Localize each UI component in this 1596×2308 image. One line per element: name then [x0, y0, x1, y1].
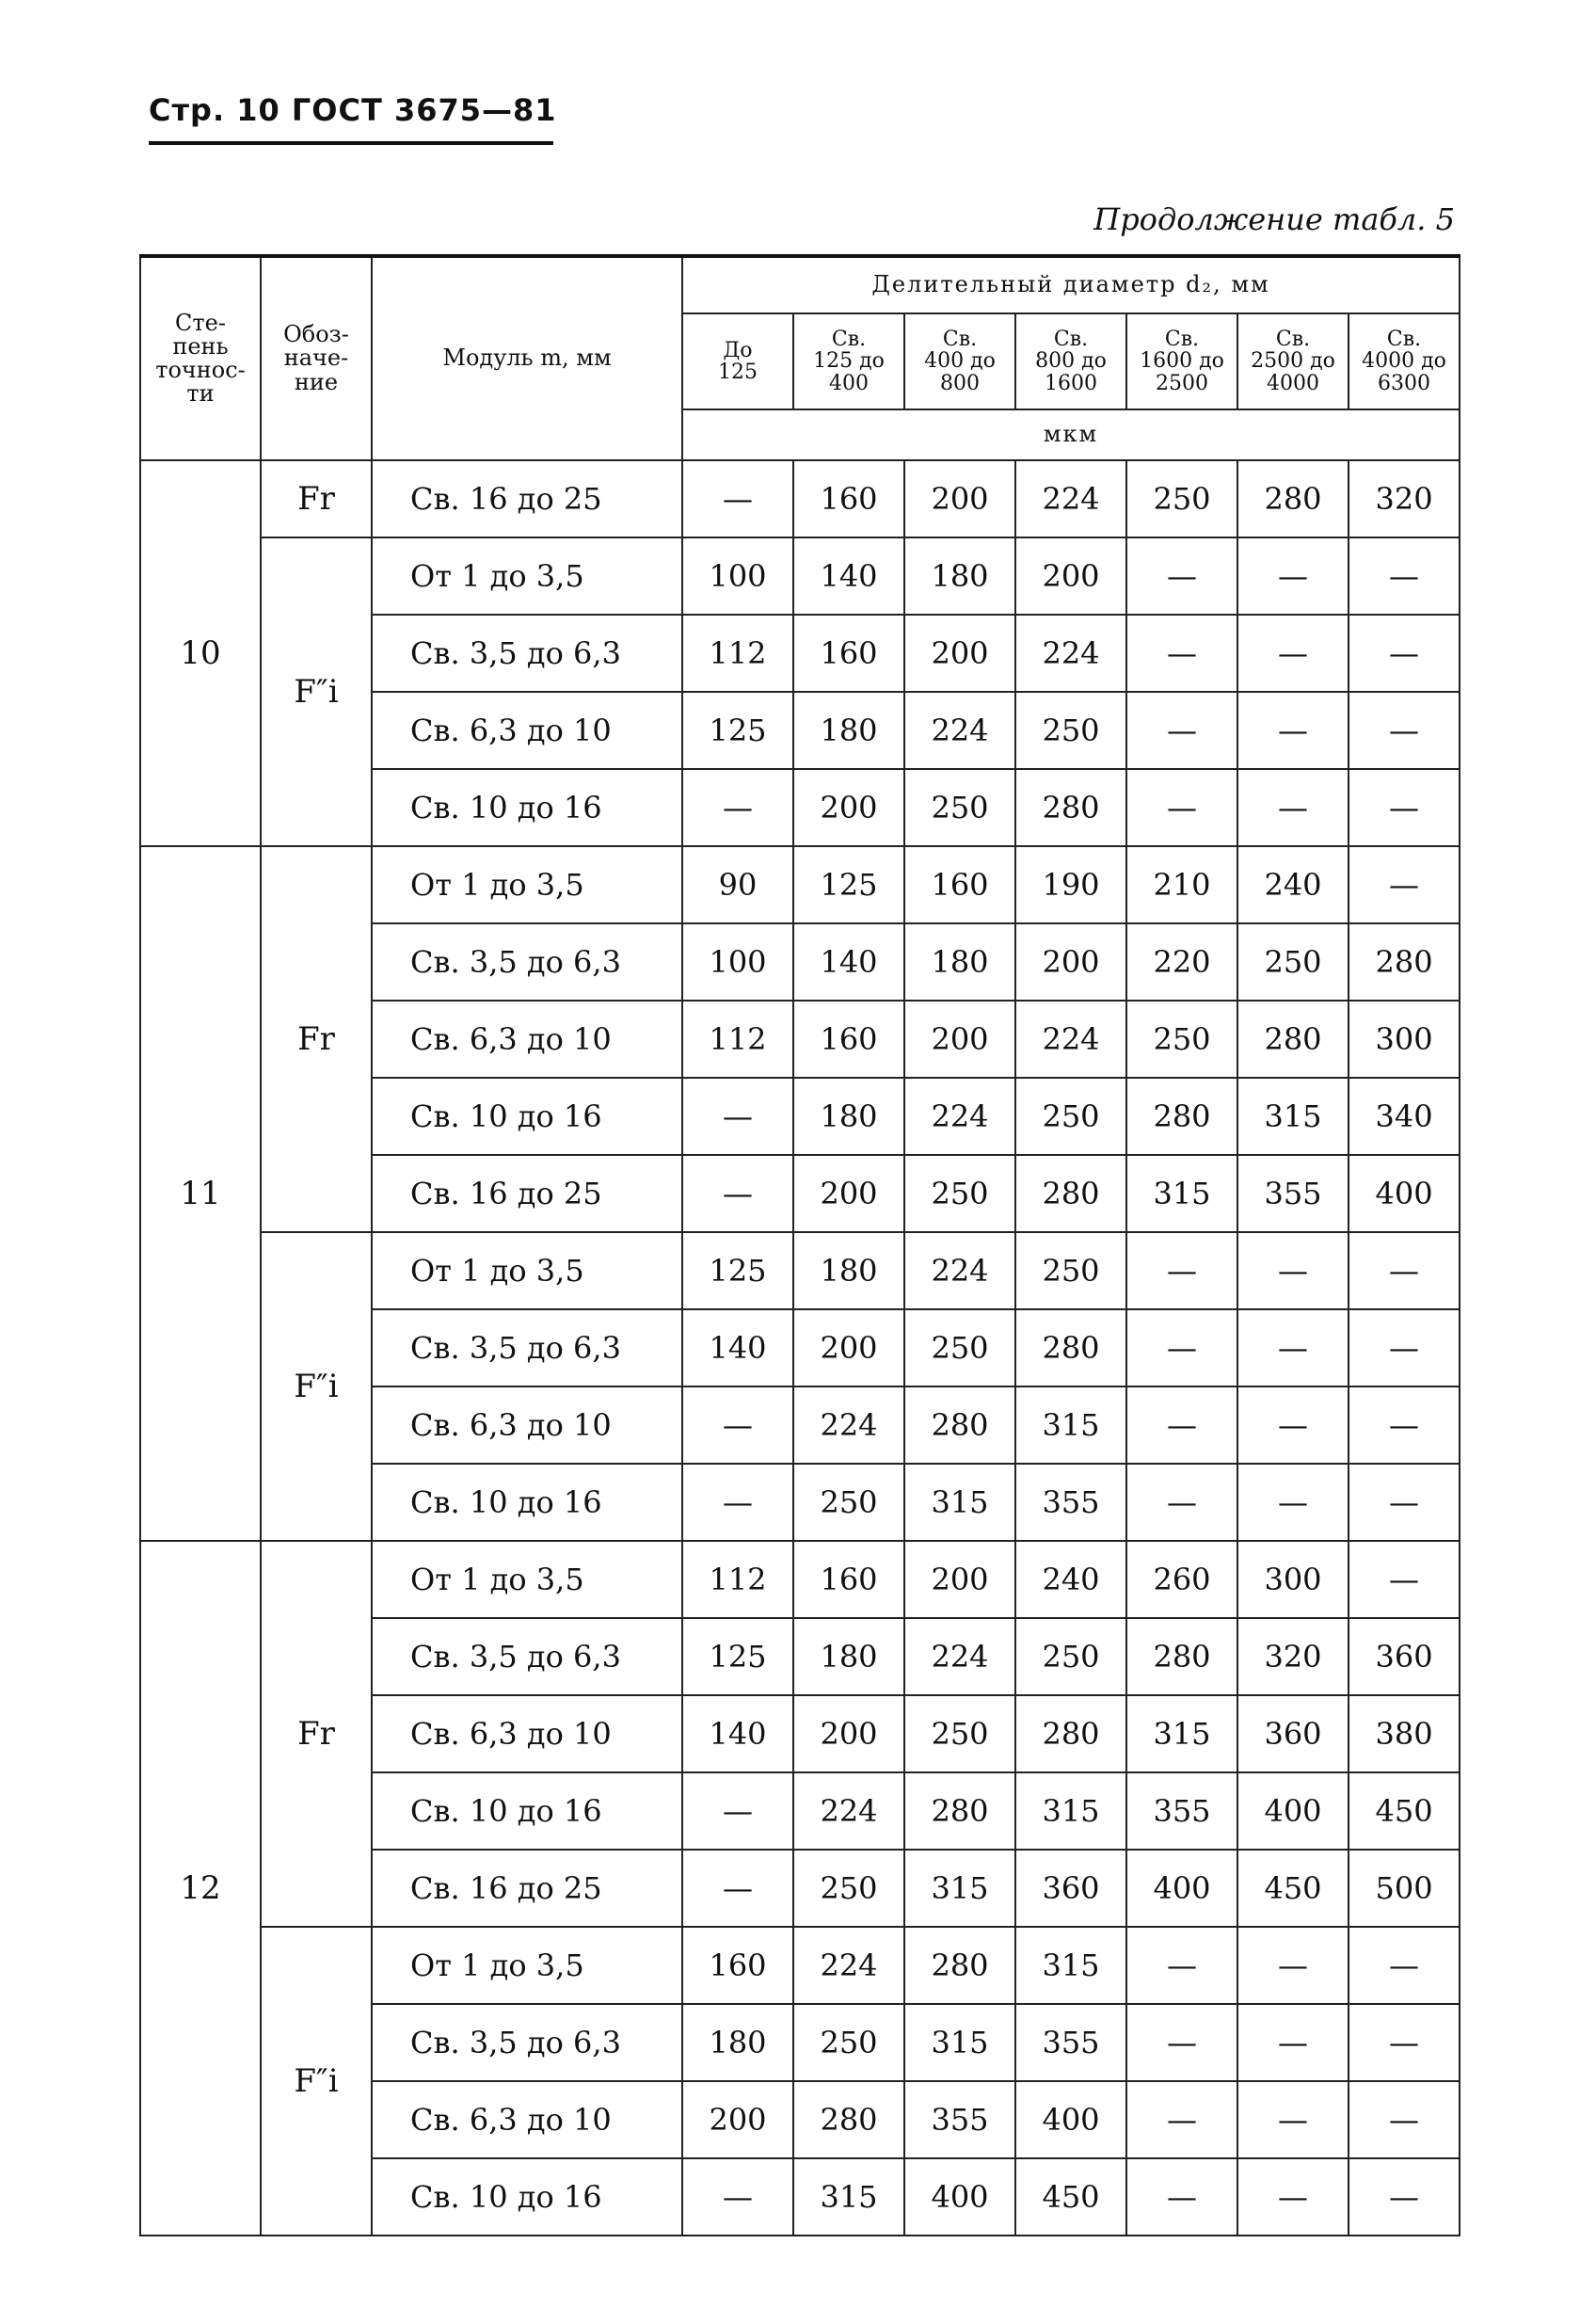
- module-cell: Св. 16 до 25: [372, 1850, 682, 1927]
- value-cell: 240: [1237, 846, 1349, 923]
- value-cell: 280: [904, 1386, 1015, 1464]
- value-cell: 224: [1015, 1001, 1126, 1078]
- module-cell: От 1 до 3,5: [372, 846, 682, 923]
- value-cell: —: [1126, 1309, 1237, 1386]
- value-cell: —: [1237, 692, 1349, 769]
- diameter-col-header: Св. 125 до 400: [793, 313, 904, 409]
- value-cell: —: [1237, 1386, 1349, 1464]
- table-header: [140, 256, 1460, 460]
- value-cell: 280: [1126, 1618, 1237, 1695]
- diameter-col-header: Св. 400 до 800: [904, 313, 1015, 409]
- value-cell: 200: [793, 1309, 904, 1386]
- value-cell: 180: [682, 2004, 793, 2081]
- symbol-cell: F″i: [261, 1232, 372, 1541]
- value-cell: —: [1237, 2158, 1349, 2236]
- value-cell: 250: [1237, 923, 1349, 1001]
- symbol-cell: F″i: [261, 1927, 372, 2236]
- value-cell: —: [1237, 615, 1349, 692]
- header-underline: [149, 141, 553, 145]
- tolerance-table: [139, 254, 1460, 2236]
- value-cell: 112: [682, 1541, 793, 1618]
- value-cell: 355: [1237, 1155, 1349, 1232]
- value-cell: 260: [1126, 1541, 1237, 1618]
- value-cell: 250: [793, 1464, 904, 1541]
- value-cell: 200: [793, 769, 904, 846]
- value-cell: —: [1126, 1927, 1237, 2004]
- value-cell: —: [1237, 769, 1349, 846]
- value-cell: 400: [1237, 1772, 1349, 1850]
- value-cell: 125: [682, 692, 793, 769]
- value-cell: 315: [904, 2004, 1015, 2081]
- value-cell: —: [1126, 537, 1237, 615]
- value-cell: 125: [682, 1232, 793, 1309]
- value-cell: 450: [1237, 1850, 1349, 1927]
- value-cell: 210: [1126, 846, 1237, 923]
- value-cell: 315: [1015, 1386, 1126, 1464]
- value-cell: —: [682, 1772, 793, 1850]
- value-cell: —: [1349, 1927, 1460, 2004]
- value-cell: 320: [1349, 460, 1460, 537]
- module-cell: Св. 3,5 до 6,3: [372, 615, 682, 692]
- value-cell: 250: [793, 2004, 904, 2081]
- value-cell: 160: [793, 460, 904, 537]
- value-cell: —: [1349, 1386, 1460, 1464]
- value-cell: —: [1126, 2004, 1237, 2081]
- value-cell: 380: [1349, 1695, 1460, 1772]
- value-cell: 112: [682, 1001, 793, 1078]
- symbol-cell: F″i: [261, 537, 372, 846]
- value-cell: 280: [904, 1772, 1015, 1850]
- value-cell: 315: [904, 1850, 1015, 1927]
- value-cell: 250: [1126, 460, 1237, 537]
- module-cell: Св. 3,5 до 6,3: [372, 1618, 682, 1695]
- value-cell: 224: [904, 1618, 1015, 1695]
- value-cell: —: [1237, 1927, 1349, 2004]
- value-cell: 355: [1015, 1464, 1126, 1541]
- value-cell: 315: [904, 1464, 1015, 1541]
- value-cell: —: [682, 460, 793, 537]
- value-cell: 180: [904, 537, 1015, 615]
- table-row: [140, 1927, 1460, 2004]
- value-cell: —: [1349, 1309, 1460, 1386]
- value-cell: 315: [1126, 1155, 1237, 1232]
- value-cell: 315: [1237, 1078, 1349, 1155]
- value-cell: 200: [1015, 923, 1126, 1001]
- value-cell: 224: [904, 1078, 1015, 1155]
- module-cell: Св. 10 до 16: [372, 1078, 682, 1155]
- header-grade: Сте- пень точнос- ти: [140, 256, 261, 460]
- value-cell: 360: [1349, 1618, 1460, 1695]
- value-cell: 250: [1015, 1232, 1126, 1309]
- value-cell: 200: [682, 2081, 793, 2158]
- value-cell: —: [1237, 2004, 1349, 2081]
- value-cell: 180: [793, 692, 904, 769]
- value-cell: 140: [682, 1695, 793, 1772]
- value-cell: 160: [793, 1001, 904, 1078]
- value-cell: —: [1349, 846, 1460, 923]
- value-cell: 100: [682, 537, 793, 615]
- module-cell: Св. 3,5 до 6,3: [372, 1309, 682, 1386]
- module-cell: Св. 10 до 16: [372, 2158, 682, 2236]
- value-cell: 160: [904, 846, 1015, 923]
- grade-cell: 12: [140, 1541, 261, 2236]
- value-cell: —: [1126, 2081, 1237, 2158]
- value-cell: —: [682, 1155, 793, 1232]
- value-cell: 280: [1237, 1001, 1349, 1078]
- value-cell: 340: [1349, 1078, 1460, 1155]
- value-cell: 355: [904, 2081, 1015, 2158]
- value-cell: 160: [793, 1541, 904, 1618]
- value-cell: 180: [904, 923, 1015, 1001]
- value-cell: —: [1349, 2158, 1460, 2236]
- module-cell: От 1 до 3,5: [372, 1927, 682, 2004]
- value-cell: 224: [793, 1772, 904, 1850]
- value-cell: 315: [1015, 1927, 1126, 2004]
- value-cell: 180: [793, 1232, 904, 1309]
- value-cell: 300: [1237, 1541, 1349, 1618]
- header-module: Модуль m, мм: [372, 256, 682, 460]
- value-cell: —: [1349, 537, 1460, 615]
- table-row: [140, 1541, 1460, 1618]
- module-cell: От 1 до 3,5: [372, 537, 682, 615]
- module-cell: Св. 6,3 до 10: [372, 1001, 682, 1078]
- value-cell: 250: [904, 1309, 1015, 1386]
- value-cell: 280: [904, 1927, 1015, 2004]
- value-cell: 160: [682, 1927, 793, 2004]
- value-cell: 200: [793, 1695, 904, 1772]
- value-cell: 224: [1015, 460, 1126, 537]
- value-cell: 224: [793, 1386, 904, 1464]
- value-cell: —: [682, 2158, 793, 2236]
- value-cell: 450: [1349, 1772, 1460, 1850]
- value-cell: —: [1237, 1464, 1349, 1541]
- value-cell: 180: [793, 1618, 904, 1695]
- value-cell: 200: [904, 460, 1015, 537]
- value-cell: 280: [1015, 1309, 1126, 1386]
- value-cell: 90: [682, 846, 793, 923]
- value-cell: 224: [793, 1927, 904, 2004]
- value-cell: 224: [904, 1232, 1015, 1309]
- value-cell: —: [682, 1078, 793, 1155]
- value-cell: 280: [1237, 460, 1349, 537]
- value-cell: 160: [793, 615, 904, 692]
- header-symbol: Обоз- наче- ние: [261, 256, 372, 460]
- table-row: [140, 460, 1460, 537]
- value-cell: —: [1126, 692, 1237, 769]
- value-cell: 224: [1015, 615, 1126, 692]
- header-diameter: Делительный диаметр d₂, мм: [682, 256, 1460, 313]
- value-cell: 250: [1015, 692, 1126, 769]
- value-cell: 140: [793, 537, 904, 615]
- symbol-cell: Fr: [261, 1541, 372, 1927]
- value-cell: —: [1126, 1386, 1237, 1464]
- module-cell: Св. 10 до 16: [372, 769, 682, 846]
- module-cell: Св. 3,5 до 6,3: [372, 923, 682, 1001]
- value-cell: 240: [1015, 1541, 1126, 1618]
- diameter-col-header: До 125: [682, 313, 793, 409]
- module-cell: От 1 до 3,5: [372, 1541, 682, 1618]
- value-cell: 250: [1015, 1618, 1126, 1695]
- value-cell: 200: [904, 1541, 1015, 1618]
- value-cell: 250: [904, 1695, 1015, 1772]
- value-cell: 400: [1349, 1155, 1460, 1232]
- value-cell: 280: [1349, 923, 1460, 1001]
- value-cell: 224: [904, 692, 1015, 769]
- value-cell: 250: [1126, 1001, 1237, 1078]
- value-cell: —: [1126, 2158, 1237, 2236]
- value-cell: 355: [1015, 2004, 1126, 2081]
- value-cell: —: [1126, 1232, 1237, 1309]
- module-cell: От 1 до 3,5: [372, 1232, 682, 1309]
- symbol-cell: Fr: [261, 846, 372, 1232]
- module-cell: Св. 16 до 25: [372, 1155, 682, 1232]
- value-cell: 500: [1349, 1850, 1460, 1927]
- value-cell: 400: [1126, 1850, 1237, 1927]
- value-cell: 200: [904, 615, 1015, 692]
- value-cell: —: [1349, 1232, 1460, 1309]
- value-cell: 125: [682, 1618, 793, 1695]
- value-cell: 355: [1126, 1772, 1237, 1850]
- value-cell: —: [682, 1386, 793, 1464]
- value-cell: —: [1349, 2004, 1460, 2081]
- value-cell: 100: [682, 923, 793, 1001]
- module-cell: Св. 3,5 до 6,3: [372, 2004, 682, 2081]
- value-cell: 250: [904, 1155, 1015, 1232]
- value-cell: —: [682, 769, 793, 846]
- grade-cell: 10: [140, 460, 261, 846]
- diameter-col-header: Св. 2500 до 4000: [1237, 313, 1349, 409]
- module-cell: Св. 10 до 16: [372, 1772, 682, 1850]
- value-cell: —: [1237, 537, 1349, 615]
- module-cell: Св. 6,3 до 10: [372, 1695, 682, 1772]
- table-body: [140, 460, 1460, 2236]
- value-cell: 300: [1349, 1001, 1460, 1078]
- value-cell: —: [1349, 1541, 1460, 1618]
- value-cell: 360: [1015, 1850, 1126, 1927]
- value-cell: —: [1126, 615, 1237, 692]
- module-cell: Св. 6,3 до 10: [372, 692, 682, 769]
- module-cell: Св. 16 до 25: [372, 460, 682, 537]
- value-cell: 190: [1015, 846, 1126, 923]
- table-continuation-label: Продолжение табл. 5: [1093, 201, 1455, 237]
- value-cell: 360: [1237, 1695, 1349, 1772]
- value-cell: —: [1237, 1309, 1349, 1386]
- table-row: [140, 537, 1460, 615]
- grade-cell: 11: [140, 846, 261, 1541]
- value-cell: 280: [1015, 1155, 1126, 1232]
- value-cell: —: [1349, 2081, 1460, 2158]
- value-cell: —: [1349, 1464, 1460, 1541]
- diameter-col-header: Св. 4000 до 6300: [1349, 313, 1460, 409]
- symbol-cell: Fr: [261, 460, 372, 537]
- value-cell: 200: [793, 1155, 904, 1232]
- value-cell: —: [1349, 692, 1460, 769]
- table-row: [140, 846, 1460, 923]
- value-cell: 315: [1015, 1772, 1126, 1850]
- value-cell: 250: [904, 769, 1015, 846]
- module-cell: Св. 10 до 16: [372, 1464, 682, 1541]
- value-cell: —: [1349, 769, 1460, 846]
- module-cell: Св. 6,3 до 10: [372, 2081, 682, 2158]
- value-cell: 280: [1126, 1078, 1237, 1155]
- value-cell: —: [1349, 615, 1460, 692]
- header-unit: мкм: [682, 409, 1460, 460]
- value-cell: 280: [793, 2081, 904, 2158]
- value-cell: —: [682, 1850, 793, 1927]
- value-cell: 112: [682, 615, 793, 692]
- value-cell: 315: [793, 2158, 904, 2236]
- value-cell: 220: [1126, 923, 1237, 1001]
- value-cell: 315: [1126, 1695, 1237, 1772]
- module-cell: Св. 6,3 до 10: [372, 1386, 682, 1464]
- diameter-col-header: Св. 800 до 1600: [1015, 313, 1126, 409]
- value-cell: 140: [793, 923, 904, 1001]
- diameter-col-header: Св. 1600 до 2500: [1126, 313, 1237, 409]
- value-cell: 280: [1015, 769, 1126, 846]
- value-cell: 450: [1015, 2158, 1126, 2236]
- table-row: [140, 1232, 1460, 1309]
- value-cell: 320: [1237, 1618, 1349, 1695]
- value-cell: —: [682, 1464, 793, 1541]
- value-cell: 400: [1015, 2081, 1126, 2158]
- value-cell: —: [1126, 769, 1237, 846]
- value-cell: 400: [904, 2158, 1015, 2236]
- value-cell: 280: [1015, 1695, 1126, 1772]
- value-cell: 180: [793, 1078, 904, 1155]
- value-cell: —: [1126, 1464, 1237, 1541]
- value-cell: 250: [1015, 1078, 1126, 1155]
- value-cell: 200: [1015, 537, 1126, 615]
- value-cell: 250: [793, 1850, 904, 1927]
- value-cell: —: [1237, 2081, 1349, 2158]
- value-cell: 140: [682, 1309, 793, 1386]
- value-cell: —: [1237, 1232, 1349, 1309]
- value-cell: 125: [793, 846, 904, 923]
- value-cell: 200: [904, 1001, 1015, 1078]
- page-header: Стр. 10 ГОСТ 3675—81: [149, 92, 557, 128]
